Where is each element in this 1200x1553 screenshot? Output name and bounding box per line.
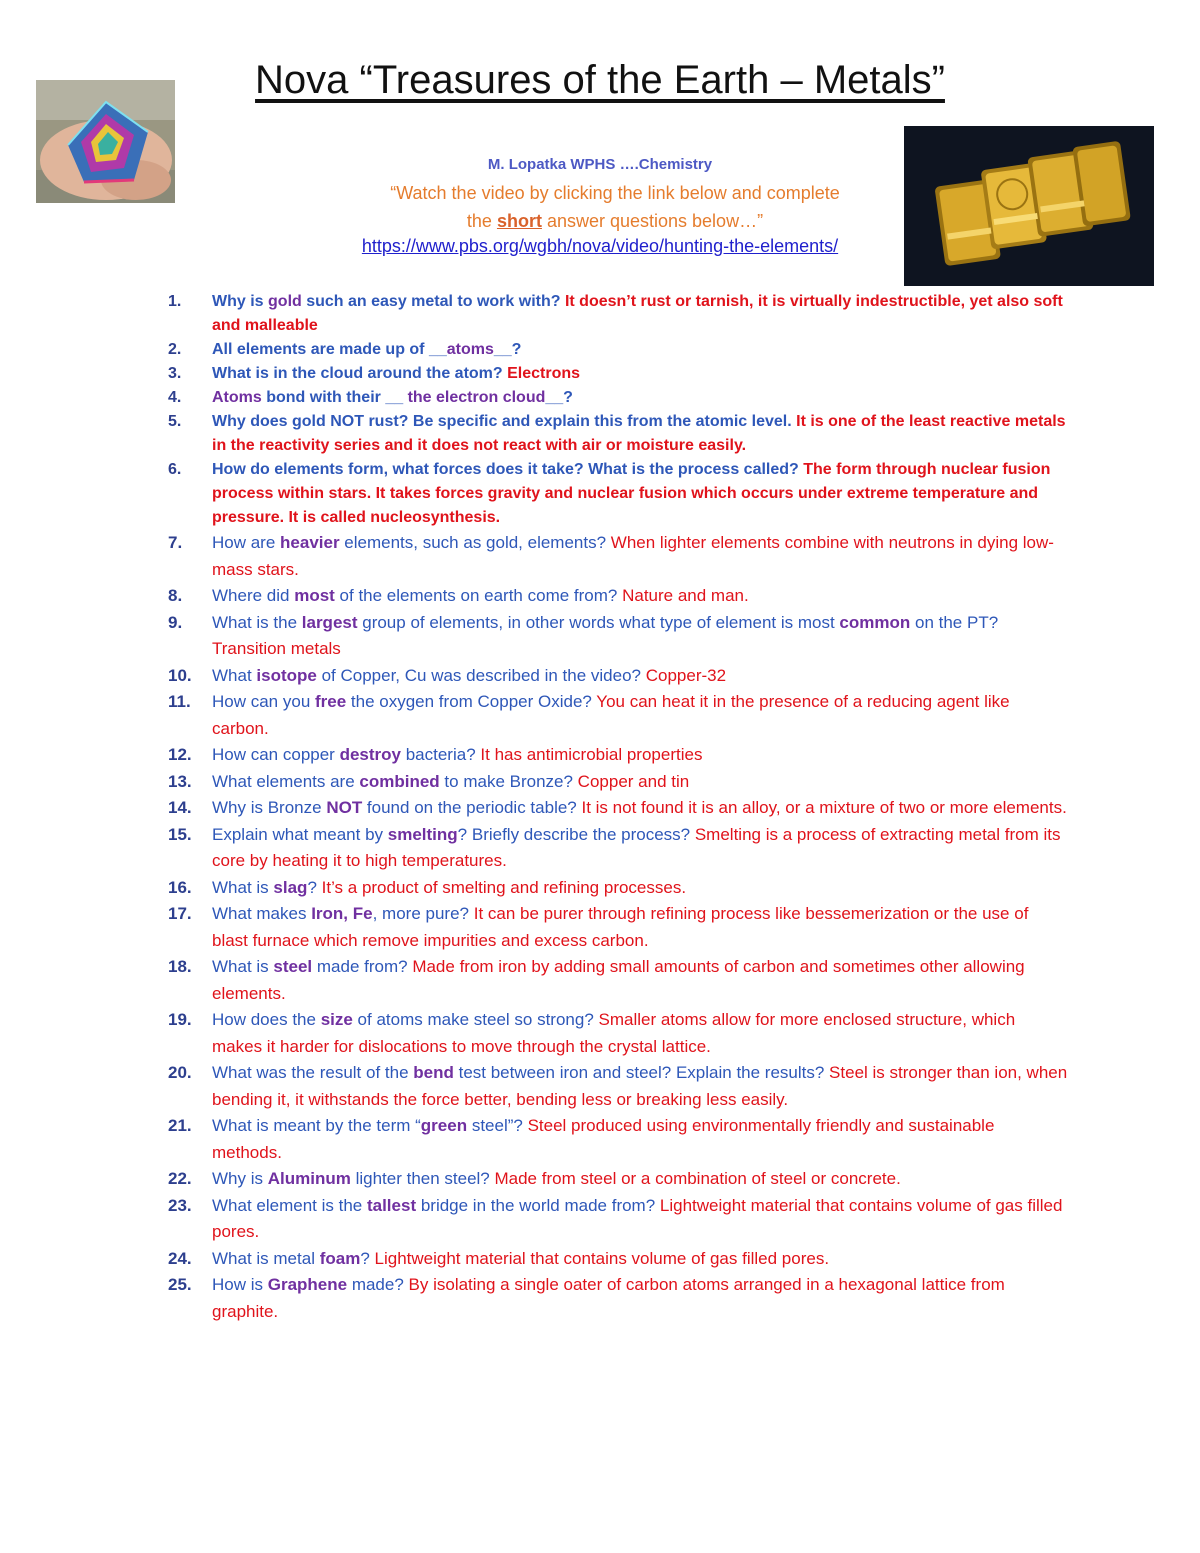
keyword-text: the electron cloud <box>407 389 546 406</box>
question-item <box>168 1113 1068 1166</box>
question-text: the oxygen from Copper Oxide? <box>346 692 592 711</box>
question-number: 12. <box>168 745 192 764</box>
question-text: What is in the cloud around the atom? <box>212 365 503 382</box>
question-number: 3. <box>168 365 182 382</box>
question-text: of atoms make steel so strong? <box>352 1010 594 1029</box>
question-item <box>168 338 1068 362</box>
question-text: Why is <box>212 293 269 310</box>
keyword-text: steel <box>273 957 313 976</box>
question-number: 15. <box>168 824 192 844</box>
question-text: made? <box>347 1275 404 1294</box>
keyword-text: Atoms <box>212 389 262 406</box>
question-item <box>168 1007 1068 1060</box>
question-text: , more pure? <box>372 904 469 923</box>
keyword-text: green <box>420 1116 468 1135</box>
question-text: to make Bronze? <box>439 771 573 791</box>
question-item <box>168 410 1068 458</box>
question-number: 10. <box>168 665 192 685</box>
keyword-text: largest <box>301 612 358 632</box>
instructions-text: “Watch the video by clicking the link below and complete the <box>390 183 840 231</box>
answer-text: Electrons <box>502 365 581 382</box>
gold-bars-image <box>904 126 1154 286</box>
question-number: 9. <box>168 612 183 632</box>
question-text: ? Briefly describe the process? <box>457 824 691 844</box>
question-item <box>168 1272 1068 1325</box>
answer-text: Steel is stronger than ion, when bending it, it withstands the force better, bending less or breaking less easily. <box>212 1063 1068 1109</box>
question-number: 11. <box>168 692 191 711</box>
question-item <box>168 689 1068 742</box>
answer-text: Transition metals <box>212 639 341 658</box>
answer-text: Smaller atoms allow for more enclosed structure, which makes it harder for dislocations to move through the crystal lattice. <box>212 1010 1016 1056</box>
question-text: test between iron and steel? Explain the results? <box>453 1063 825 1082</box>
keyword-text: slag <box>273 877 308 897</box>
answer-text: By isolating a single oater of carbon atoms arranged in a hexagonal lattice from graphite. <box>212 1275 1005 1321</box>
question-number: 24. <box>168 1248 192 1268</box>
question-text: How are <box>212 533 281 552</box>
keyword-text: common <box>839 612 911 632</box>
question-list <box>168 290 1068 1325</box>
keyword-text: isotope <box>256 665 317 685</box>
keyword-text: atoms <box>446 341 494 358</box>
instructions-text-end: answer questions below…” <box>541 211 764 231</box>
question-text: bond with their __ <box>261 389 408 406</box>
keyword-text: tallest <box>366 1195 417 1215</box>
keyword-text: free <box>315 692 347 711</box>
question-item <box>168 875 1068 902</box>
answer-text: It is not found it is an alloy, or a mixture of two or more elements. <box>576 798 1067 817</box>
question-text: What is meant by the term “ <box>212 1116 421 1135</box>
question-number: 8. <box>168 586 183 605</box>
keyword-text: smelting <box>387 824 458 844</box>
question-item <box>168 663 1068 690</box>
question-text: How can copper <box>212 745 340 764</box>
question-number: 22. <box>168 1169 192 1188</box>
question-item <box>168 362 1068 386</box>
question-text: bridge in the world made from? <box>416 1195 656 1215</box>
question-text: How do elements form, what forces does it take? What is the process called? <box>212 461 799 478</box>
question-item <box>168 1060 1068 1113</box>
answer-text: Copper-32 <box>641 665 727 685</box>
answer-text: It is one of the least reactive metals in the reactivity series and it does not react with air or moisture easily. <box>212 413 1066 454</box>
keyword-text: Aluminum <box>267 1169 351 1188</box>
keyword-text: Graphene <box>267 1275 348 1294</box>
answer-text: Lightweight material that contains volume of gas filled pores. <box>212 1195 1063 1241</box>
question-number: 19. <box>168 1010 192 1029</box>
question-text: What makes <box>212 904 312 923</box>
question-number: 18. <box>168 957 192 976</box>
question-item <box>168 386 1068 410</box>
keyword-text: destroy <box>339 745 401 764</box>
question-text: What is the <box>212 612 302 632</box>
question-item <box>168 769 1068 796</box>
question-text: __? <box>493 341 522 358</box>
question-text: group of elements, in other words what type of element is most <box>357 612 840 632</box>
question-text: What elements are <box>212 771 360 791</box>
question-number: 4. <box>168 389 182 406</box>
question-number: 14. <box>168 798 192 817</box>
question-item <box>168 822 1068 875</box>
question-item <box>168 742 1068 769</box>
question-item <box>168 610 1068 663</box>
question-number: 6. <box>168 461 182 478</box>
question-text: bacteria? <box>401 745 476 764</box>
question-item <box>168 1193 1068 1246</box>
question-text: Explain what meant by <box>212 824 388 844</box>
author-line: M. Lopatka WPHS ….Chemistry <box>487 156 713 173</box>
question-text: such an easy metal to work with? <box>301 293 561 310</box>
question-item <box>168 530 1068 583</box>
question-text: found on the periodic table? <box>362 798 577 817</box>
question-item <box>168 1166 1068 1193</box>
keyword-text: bend <box>413 1063 454 1082</box>
answer-text: Nature and man. <box>617 586 749 605</box>
question-text: What <box>212 665 257 685</box>
answer-text: It doesn’t rust or tarnish, it is virtually indestructible, yet also soft and malleable <box>212 293 1063 334</box>
page-title: Nova “Treasures of the Earth – Metals” <box>255 58 945 102</box>
answer-text: You can heat it in the presence of a reducing agent like carbon. <box>212 692 1010 738</box>
question-text: of Copper, Cu was described in the video? <box>316 665 641 685</box>
answer-text: Smelting is a process of extracting metal from its core by heating it to high temperatures. <box>212 824 1061 870</box>
question-number: 7. <box>168 533 183 552</box>
question-text: Why is Bronze <box>212 798 327 817</box>
question-text: on the PT? <box>910 612 999 632</box>
question-item <box>168 1246 1068 1273</box>
answer-text: Lightweight material that contains volume of gas filled pores. <box>369 1248 830 1268</box>
answer-text: Made from iron by adding small amounts of carbon and sometimes other allowing elements. <box>212 957 1025 1003</box>
question-text: What is metal <box>212 1248 320 1268</box>
question-number: 25. <box>168 1275 192 1294</box>
answer-text: When lighter elements combine with neutrons in dying low-mass stars. <box>212 533 1054 579</box>
question-text: How is <box>212 1275 268 1294</box>
keyword-text: heavier <box>280 533 340 552</box>
question-text: __? <box>545 389 573 406</box>
keyword-text: gold <box>268 293 302 310</box>
answer-text: The form through nuclear fusion process within stars. It takes forces gravity and nuclear fusion which occurs under extreme temperature and pressure. It is called nucleosynthesis. <box>212 461 1051 526</box>
question-item <box>168 458 1068 530</box>
video-link[interactable]: https://www.pbs.org/wgbh/nova/video/hunting-the-elements/ <box>361 236 839 256</box>
question-number: 2. <box>168 341 182 358</box>
question-text: lighter then steel? <box>350 1169 490 1188</box>
question-text: Why does gold NOT rust? Be specific and explain this from the atomic level. <box>212 413 792 430</box>
question-item <box>168 583 1068 610</box>
question-number: 21. <box>168 1116 192 1135</box>
keyword-text: NOT <box>326 798 363 817</box>
question-number: 20. <box>168 1063 192 1082</box>
answer-text: It has antimicrobial properties <box>475 745 703 764</box>
question-item <box>168 901 1068 954</box>
keyword-text: size <box>320 1010 353 1029</box>
question-text: How does the <box>212 1010 321 1029</box>
keyword-text: most <box>294 586 335 605</box>
answer-text: Made from steel or a combination of steel or concrete. <box>489 1169 901 1188</box>
question-text: What was the result of the <box>212 1063 414 1082</box>
question-text: steel”? <box>467 1116 523 1135</box>
question-item <box>168 795 1068 822</box>
question-item <box>168 290 1068 338</box>
question-text: ? <box>307 877 317 897</box>
answer-text: It can be purer through refining process like bessemerization or the use of blast furnace which remove impurities and excess carbon. <box>212 904 1029 950</box>
question-number: 17. <box>168 904 192 923</box>
question-text: What element is the <box>212 1195 367 1215</box>
question-text: All elements are made up of __ <box>212 341 447 358</box>
instructions <box>380 179 850 235</box>
instructions-emphasis: short <box>496 211 542 231</box>
question-text: made from? <box>312 957 408 976</box>
question-item <box>168 954 1068 1007</box>
question-text: Where did <box>212 586 295 605</box>
answer-text: It’s a product of smelting and refining processes. <box>316 877 687 897</box>
keyword-text: combined <box>359 771 440 791</box>
question-number: 5. <box>168 413 182 430</box>
question-text: ? <box>360 1248 370 1268</box>
question-number: 23. <box>168 1195 192 1215</box>
question-text: What is <box>212 877 274 897</box>
question-text: How can you <box>212 692 315 711</box>
question-text: elements, such as gold, elements? <box>339 533 607 552</box>
keyword-text: Iron, Fe <box>311 904 373 923</box>
question-text: Why is <box>212 1169 268 1188</box>
answer-text: Steel produced using environmentally friendly and sustainable methods. <box>212 1116 995 1162</box>
question-text: of the elements on earth come from? <box>334 586 618 605</box>
question-number: 16. <box>168 877 192 897</box>
answer-text: Copper and tin <box>572 771 690 791</box>
keyword-text: foam <box>319 1248 361 1268</box>
question-number: 13. <box>168 771 192 791</box>
question-number: 1. <box>168 293 182 310</box>
question-text: What is <box>212 957 274 976</box>
